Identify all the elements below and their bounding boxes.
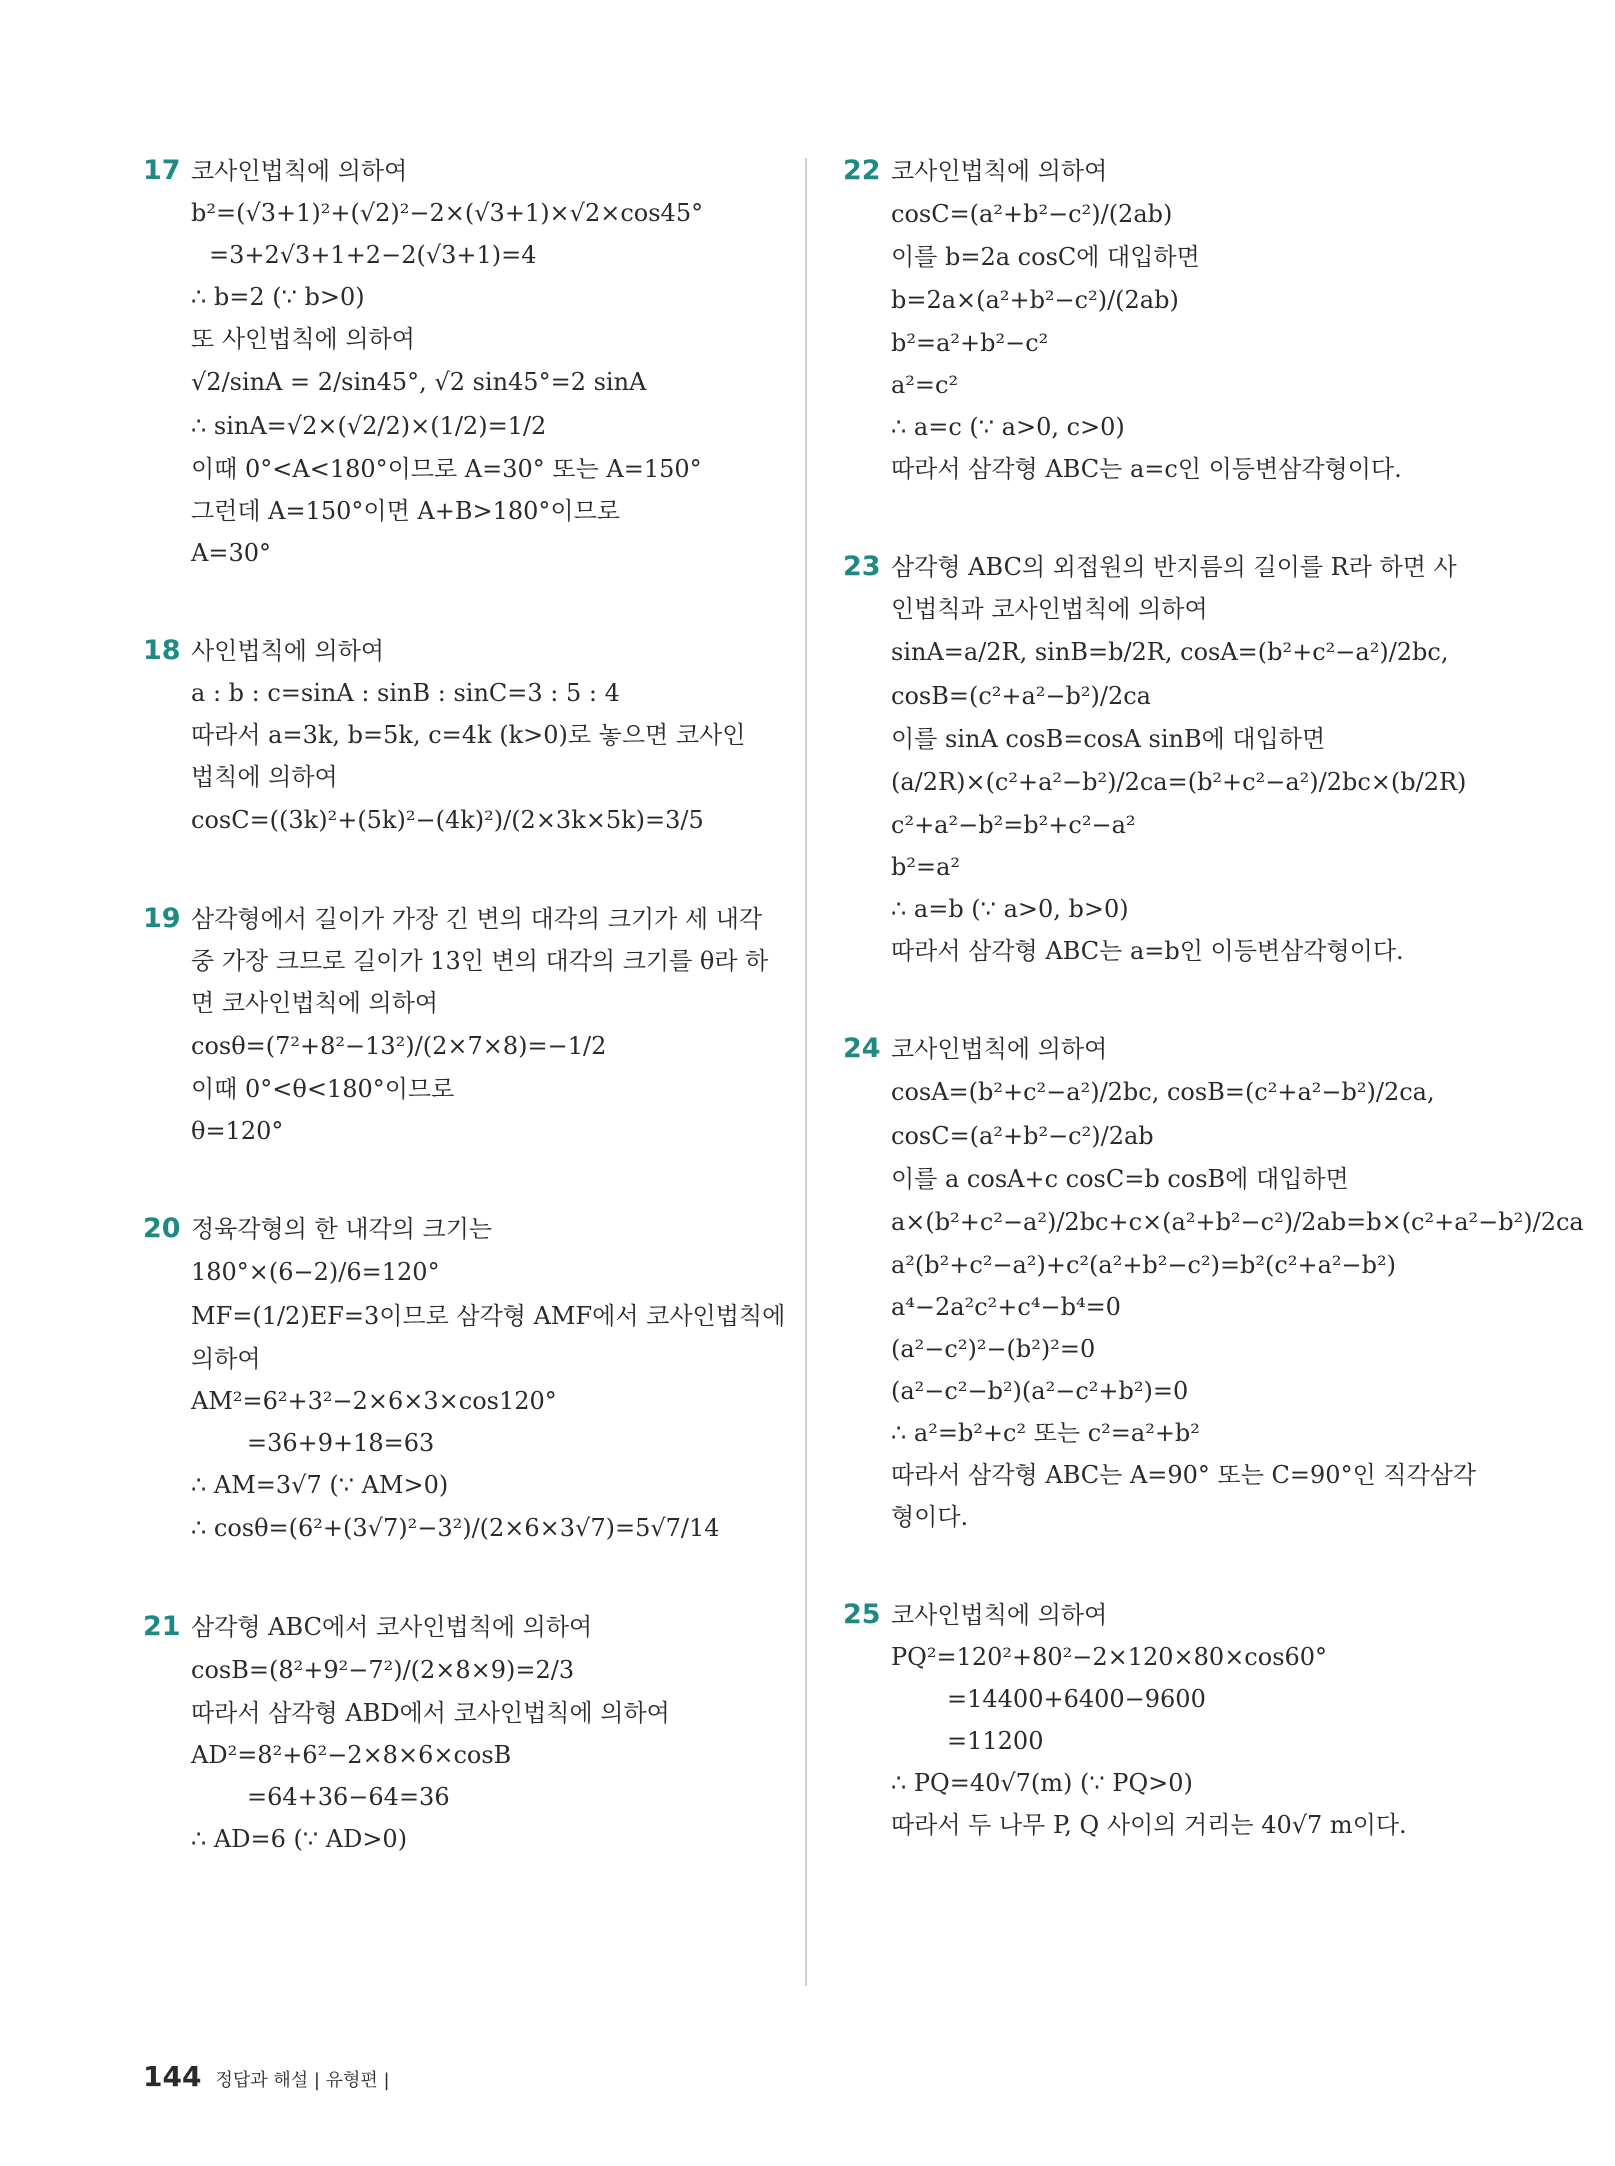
- problem-25: [843, 1594, 1483, 1846]
- solution-line: 따라서 a=3k, b=5k, c=4k (k>0)로 놓으면 코사인: [191, 721, 746, 749]
- solution-line: 형이다.: [891, 1503, 969, 1531]
- solution-line: b²=(√3+1)²+(√2)²−2×(√3+1)×√2×cos45°: [191, 199, 704, 227]
- problem-number: 25: [843, 1599, 881, 1630]
- solution-line: (a²−c²−b²)(a²−c²+b²)=0: [891, 1377, 1189, 1405]
- problem-18: [143, 630, 783, 842]
- solution-line: 인법칙과 코사인법칙에 의하여: [891, 595, 1208, 623]
- page-footer: [143, 2060, 390, 2093]
- problem-21: [143, 1606, 783, 1860]
- solution-line: =14400+6400−9600: [947, 1685, 1206, 1713]
- solution-line: ∴ cosθ=(6²+(3√7)²−3²)/(2×6×3√7)=5√7/14: [191, 1514, 720, 1542]
- solution-line: 따라서 삼각형 ABD에서 코사인법칙에 의하여: [191, 1699, 670, 1727]
- solution-line: θ=120°: [191, 1117, 284, 1145]
- right-column: [843, 150, 1584, 1902]
- solution-line: 사인법칙에 의하여: [191, 637, 385, 665]
- problem-body: [191, 1208, 786, 1550]
- problem-body: [191, 150, 783, 574]
- solution-line: b²=a²+b²−c²: [891, 329, 1049, 357]
- problem-number: 22: [843, 155, 881, 186]
- solution-line: cosB=(c²+a²−b²)/2ca: [891, 682, 1151, 710]
- problem-23: [843, 546, 1483, 972]
- solution-line: (a²−c²)²−(b²)²=0: [891, 1335, 1096, 1363]
- solution-line: sinA=a/2R, sinB=b/2R, cosA=(b²+c²−a²)/2bc,: [891, 638, 1449, 666]
- solution-line: √2/sinA = 2/sin45°, √2 sin45°=2 sinA: [191, 368, 647, 396]
- problem-number: 21: [143, 1611, 181, 1642]
- solution-line: ∴ AM=3√7 (∵ AM>0): [191, 1471, 449, 1499]
- solution-line: =11200: [947, 1727, 1044, 1755]
- solution-line: cosC=((3k)²+(5k)²−(4k)²)/(2×3k×5k)=3/5: [191, 806, 704, 834]
- problem-number: 24: [843, 1033, 881, 1064]
- problem-body: [891, 546, 1483, 972]
- solution-line: ∴ a=c (∵ a>0, c>0): [891, 413, 1125, 441]
- problem-number: 17: [143, 155, 181, 186]
- solution-line: ∴ PQ=40√7(m) (∵ PQ>0): [891, 1769, 1193, 1797]
- solution-line: cosC=(a²+b²−c²)/(2ab): [891, 200, 1173, 228]
- solution-line: 정육각형의 한 내각의 크기는: [191, 1215, 493, 1243]
- problem-number: 18: [143, 635, 181, 666]
- solution-line: 따라서 삼각형 ABC는 a=c인 이등변삼각형이다.: [891, 455, 1402, 483]
- solution-line: 면 코사인법칙에 의하여: [191, 989, 439, 1017]
- problem-number: 20: [143, 1213, 181, 1244]
- problem-19: [143, 898, 783, 1152]
- solution-line: 중 가장 크므로 길이가 13인 변의 대각의 크기를 θ라 하: [191, 947, 769, 975]
- left-column: [143, 150, 786, 1916]
- problem-22: [843, 150, 1483, 490]
- solution-line: c²+a²−b²=b²+c²−a²: [891, 811, 1136, 839]
- solution-line: PQ²=120²+80²−2×120×80×cos60°: [891, 1643, 1328, 1671]
- column-divider: [805, 158, 807, 1986]
- solution-line: cosA=(b²+c²−a²)/2bc, cosB=(c²+a²−b²)/2ca,: [891, 1078, 1435, 1106]
- solution-line: b=2a×(a²+b²−c²)/(2ab): [891, 286, 1179, 314]
- solution-line: 180°×(6−2)/6=120°: [191, 1258, 440, 1286]
- problem-body: [891, 1028, 1584, 1538]
- solution-line: a : b : c=sinA : sinB : sinC=3 : 5 : 4: [191, 679, 620, 707]
- problem-17: [143, 150, 783, 574]
- solution-line: =3+2√3+1+2−2(√3+1)=4: [209, 241, 537, 269]
- problem-number: 19: [143, 903, 181, 934]
- solution-line: 코사인법칙에 의하여: [891, 157, 1108, 185]
- solution-line: 이를 a cosA+c cosC=b cosB에 대입하면: [891, 1165, 1349, 1193]
- solution-line: 따라서 두 나무 P, Q 사이의 거리는 40√7 m이다.: [891, 1811, 1407, 1839]
- solution-line: 따라서 삼각형 ABC는 A=90° 또는 C=90°인 직각삼각: [891, 1461, 1477, 1489]
- solution-line: 또 사인법칙에 의하여: [191, 325, 415, 353]
- solution-line: 그런데 A=150°이면 A+B>180°이므로: [191, 497, 620, 525]
- solution-line: 코사인법칙에 의하여: [891, 1035, 1108, 1063]
- solution-line: ∴ sinA=√2×(√2/2)×(1/2)=1/2: [191, 412, 547, 440]
- problem-24: [843, 1028, 1584, 1538]
- page-number: 144: [143, 2060, 202, 2093]
- solution-line: 따라서 삼각형 ABC는 a=b인 이등변삼각형이다.: [891, 937, 1404, 965]
- section-label: 정답과 해설 | 유형편 |: [215, 2070, 390, 2091]
- solution-line: 코사인법칙에 의하여: [891, 1601, 1108, 1629]
- solution-line: a²=c²: [891, 371, 959, 399]
- solution-line: AM²=6²+3²−2×6×3×cos120°: [191, 1387, 557, 1415]
- solution-line: 삼각형에서 길이가 가장 긴 변의 대각의 크기가 세 내각: [191, 905, 763, 933]
- solution-line: 이를 b=2a cosC에 대입하면: [891, 243, 1200, 271]
- solution-line: 삼각형 ABC의 외접원의 반지름의 길이를 R라 하면 사: [891, 553, 1457, 581]
- solution-line: a²(b²+c²−a²)+c²(a²+b²−c²)=b²(c²+a²−b²): [891, 1251, 1396, 1279]
- solution-line: cosC=(a²+b²−c²)/2ab: [891, 1122, 1154, 1150]
- solution-line: 이때 0°<A<180°이므로 A=30° 또는 A=150°: [191, 455, 702, 483]
- solution-line: 의하여: [191, 1345, 261, 1373]
- solution-line: b²=a²: [891, 853, 961, 881]
- solution-line: a⁴−2a²c²+c⁴−b⁴=0: [891, 1293, 1121, 1321]
- solution-line: =64+36−64=36: [247, 1783, 450, 1811]
- solution-line: 법칙에 의하여: [191, 763, 338, 791]
- problem-number: 23: [843, 551, 881, 582]
- solution-line: AD²=8²+6²−2×8×6×cosB: [191, 1741, 512, 1769]
- solution-line: =36+9+18=63: [247, 1429, 435, 1457]
- problem-body: [891, 1594, 1483, 1846]
- solution-line: ∴ b=2 (∵ b>0): [191, 283, 365, 311]
- solution-line: MF=(1/2)EF=3이므로 삼각형 AMF에서 코사인법칙에: [191, 1302, 786, 1330]
- solution-line: ∴ a=b (∵ a>0, b>0): [891, 895, 1129, 923]
- solution-line: 이때 0°<θ<180°이므로: [191, 1075, 455, 1103]
- problem-20: [143, 1208, 786, 1550]
- problem-body: [191, 630, 783, 842]
- solution-line: cosB=(8²+9²−7²)/(2×8×9)=2/3: [191, 1656, 575, 1684]
- solution-line: cosθ=(7²+8²−13²)/(2×7×8)=−1/2: [191, 1032, 607, 1060]
- problem-body: [891, 150, 1483, 490]
- solution-line: ∴ AD=6 (∵ AD>0): [191, 1825, 408, 1853]
- solution-line: a×(b²+c²−a²)/2bc+c×(a²+b²−c²)/2ab=b×(c²+a²−b²)/2ca: [891, 1208, 1584, 1236]
- problem-body: [191, 1606, 783, 1860]
- problem-body: [191, 898, 783, 1152]
- solution-line: 삼각형 ABC에서 코사인법칙에 의하여: [191, 1613, 593, 1641]
- solution-line: A=30°: [191, 539, 271, 567]
- solution-line: (a/2R)×(c²+a²−b²)/2ca=(b²+c²−a²)/2bc×(b/2R): [891, 768, 1467, 796]
- solution-line: 코사인법칙에 의하여: [191, 157, 408, 185]
- solution-line: ∴ a²=b²+c² 또는 c²=a²+b²: [891, 1419, 1200, 1447]
- solution-line: 이를 sinA cosB=cosA sinB에 대입하면: [891, 725, 1326, 753]
